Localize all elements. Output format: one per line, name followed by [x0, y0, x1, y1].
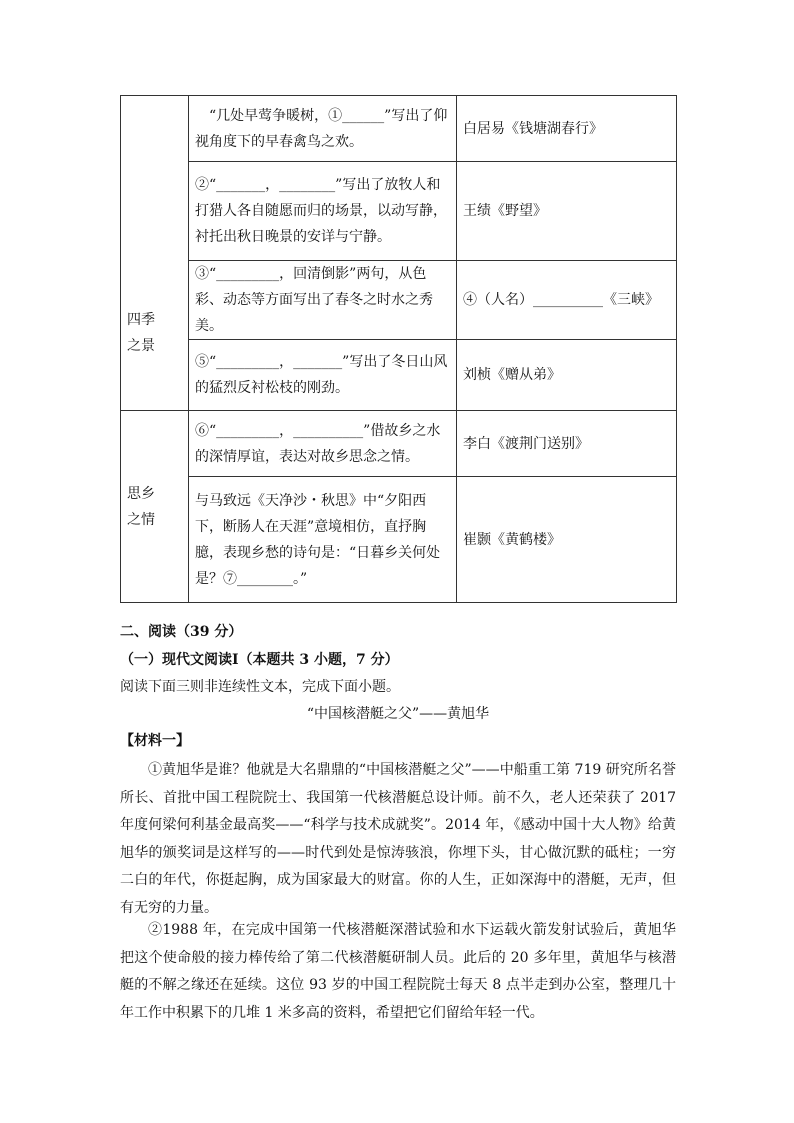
table-row-source: 刘桢《赠从弟》: [457, 340, 677, 411]
section-heading: 二、阅读（39 分）: [120, 624, 243, 640]
instruction-text: 阅读下面三则非连续性文本，完成下面小题。: [120, 679, 400, 695]
table-row-source: ④（人名）__________《三峡》: [457, 261, 677, 340]
section-subheading: （一）现代文阅读Ⅰ（本题共 3 小题，7 分）: [120, 652, 399, 668]
paragraph: ②1988 年，在完成中国第一代核潜艇深潜试验和水下运载火箭发射试验后，黄旭华把这个使命般的接力棒传给了第二代核潜艇研制人员。此后的 20 多年里，黄旭华与核潜艇的不解之缘还在延续。这位 93 岁的中国工程院院士每天 8 点半走到办公室，整理几十年工作中积累下的几堆 1 米多高的资料，希望把它们留给年轻一代。: [120, 922, 676, 1021]
table-row-content: 与马致远《天净沙・秋思》中“夕阳西下，断肠人在天涯”意境相仿，直抒胸臆，表现乡愁的诗句是：“日暮乡关何处是？⑦________。”: [189, 477, 457, 603]
table-row-source: 李白《渡荆门送别》: [457, 411, 677, 477]
article-title: “中国核潜艇之父”——黄旭华: [306, 706, 490, 722]
table-row-source: 崔颢《黄鹤楼》: [457, 477, 677, 603]
table-row-content: ⑥“_________，__________”借故乡之水的深情厚谊，表达对故乡思念之情。: [189, 411, 457, 477]
table-row-content: ②“_______，________”写出了放牧人和打猎人各自随愿而归的场景，以动写静，衬托出秋日晚景的安详与宁静。: [189, 162, 457, 261]
poetry-table: [120, 95, 677, 603]
table-row-content: “几处早莺争暖树，①______”写出了仰视角度下的早春禽鸟之欢。: [189, 96, 457, 162]
table-row-source: 白居易《钱塘湖春行》: [457, 96, 677, 162]
material-label: 【材料一】: [120, 733, 190, 749]
paragraph: ①黄旭华是谁？他就是大名鼎鼎的“中国核潜艇之父”——中船重工第 719 研究所名誉所长、首批中国工程院院士、我国第一代核潜艇总设计师。前不久，老人还荣获了 2017 年度何梁何利基金最高奖——“科学与技术成就奖”。2014 年，《感动中国十大人物》给黄旭华的颁奖词是这样写的——时代到处是惊涛骇浪，你埋下头，甘心做沉默的砥柱；一穷二白的年代，你挺起胸，成为国家最大的财富。你的人生，正如深海中的潜艇，无声，但有无穷的力量。: [120, 762, 676, 916]
table-row-source: 王绩《野望》: [457, 162, 677, 261]
table-row-content: ③“_________，回清倒影”两句，从色彩、动态等方面写出了春冬之时水之秀美。: [189, 261, 457, 340]
table-row-content: ⑤“_________，_______”写出了冬日山风的猛烈反衬松枝的刚劲。: [189, 340, 457, 411]
category-homesick: 思乡之情: [121, 411, 189, 603]
category-seasons: 四季之景: [121, 96, 189, 411]
